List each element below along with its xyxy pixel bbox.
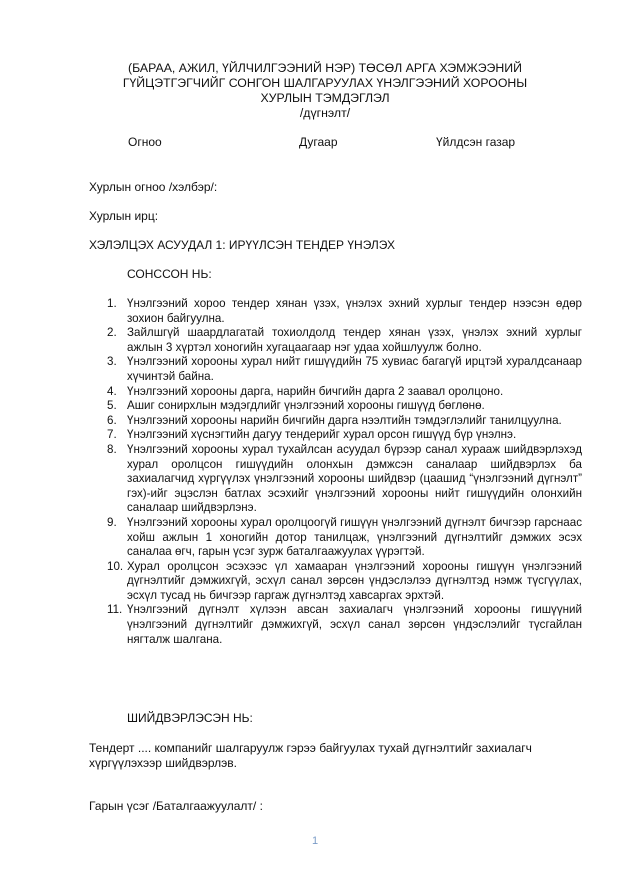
document-title (110, 61, 540, 121)
meeting-date-label: Хурлын огноо /хэлбэр/: (89, 180, 218, 194)
title-line-2: ГҮЙЦЭТГЭГЧИЙГ СОНГОН ШАЛГАРУУЛАХ ҮНЭЛГЭЭНИЙ ХОРООНЫ (122, 76, 528, 90)
list-item: 10. Хурал оролцсон эсэхээс үл хамааран үнэлгээний хорооны гишүүн үнэлгээний дүгнэлтийг дэмжихгүй, эсхүл санал зөрсөн үндэслэлээ дүгнэлтэд нэмж түсгүүлах, эсхүл тусад нь бичгээр гаргаж дүгнэлтэд хавсаргах эрхтэй. (107, 559, 582, 602)
list-item: 2. Зайлшгүй шаардлагатай тохиолдолд тендер хянан үзэх, үнэлэх эхний хурлыг ажлын 3 хүртэл хоногийн хугацаагаар нэг удаа хойшлуулж болно. (107, 326, 582, 354)
title-line-1: (БАРАА, АЖИЛ, ҮЙЛЧИЛГЭЭНИЙ НЭР) ТӨСӨЛ АРГА ХЭМЖЭЭНИЙ (128, 61, 522, 75)
list-item: 1. Үнэлгээний хороо тендер хянан үзэх, үнэлэх эхний хурлыг тендер нээсэн өдөр зохион байгуулна. (107, 297, 582, 325)
decided-heading: ШИЙДВЭРЛЭСЭН НЬ: (127, 711, 253, 725)
title-line-3: ХУРЛЫН ТЭМДЭГЛЭЛ (260, 91, 390, 105)
list-item: 4. Үнэлгээний хорооны дарга, нарийн бичгийн дарга 2 заавал оролцоно. (107, 384, 504, 398)
meta-place-label: Үйлдсэн газар (436, 135, 516, 149)
agenda-heading: ХЭЛЭЛЦЭХ АСУУДАЛ 1: ИРҮҮЛСЭН ТЕНДЕР ҮНЭЛЭХ (89, 238, 396, 252)
list-item: 3. Үнэлгээний хорооны хурал нийт гишүүдийн 75 хувиас багагүй ирцтэй хуралдсанаар хүчинтэй байна. (107, 355, 582, 383)
decision-text: Тендерт .... компанийг шалгаруулж гэрээ байгуулах тухай дүгнэлтийг захиалагч хүргүүлэхээр шийдвэрлэв. (89, 741, 532, 770)
list-item: 9. Үнэлгээний хорооны хурал оролцоогүй гишүүн үнэлгээний дүгнэлт бичгээр гарснаас хойш ажлын 1 хоногийн дотор танилцаж, үнэлгээний дүгнэлтийг дэмжих эсэх саналаа өгч, гарын үсэг зурж баталгаажуулах үүрэгтэй. (107, 515, 582, 559)
heard-heading: СОНССОН НЬ: (127, 267, 212, 281)
signature-label: Гарын үсэг /Баталгаажуулалт/ : (89, 799, 263, 813)
attendees-label: Хурлын ирц: (89, 209, 159, 223)
list-item: 6. Үнэлгээний хорооны нарийн бичгийн дарга нээлтийн тэмдэглэлийг танилцуулна. (107, 413, 562, 427)
title-line-4: /дүгнэлт/ (299, 106, 351, 120)
page-number: 1 (311, 835, 319, 847)
meta-number-label: Дугаар (299, 135, 338, 149)
heard-list (107, 297, 582, 647)
meta-date-label: Огноо (128, 135, 162, 149)
list-item: 8. Үнэлгээний хорооны хурал тухайлсан асуудал бүрээр санал хурааж шийдвэрлэхэд хурал оролцсон гишүүдийн олонхын дэмжсэн саналаар шийдвэрлэх ба захиалагчид хүргүүлэх үнэлгээний хорооны шийдвэр (цаашид “үнэлгээний дүгнэлт” гэх)-ийг эцэслэн батлах эсэхийг үнэлгээний хорооны нийт гишүүдийн олонхийн саналаар шийдвэрлэнэ. (107, 442, 582, 515)
meta-row (0, 135, 630, 151)
list-item: 7. Үнэлгээний хүснэгтийн дагуу тендерийг хурал орсон гишүүд бүр үнэлнэ. (107, 428, 517, 442)
list-item: 11. Үнэлгээний дүгнэлт хүлээн авсан захиалагч үнэлгээний хорооны гишүүний үнэлгээний дүгнэлтийг дэмжихгүй, эсхүл санал зөрсөн үндэслэлийг түсгайлан нягталж шалгана. (107, 603, 582, 646)
list-item: 5. Ашиг сонирхлын мэдэгдлийг үнэлгээний хорооны гишүүд бөглөнө. (107, 399, 485, 413)
